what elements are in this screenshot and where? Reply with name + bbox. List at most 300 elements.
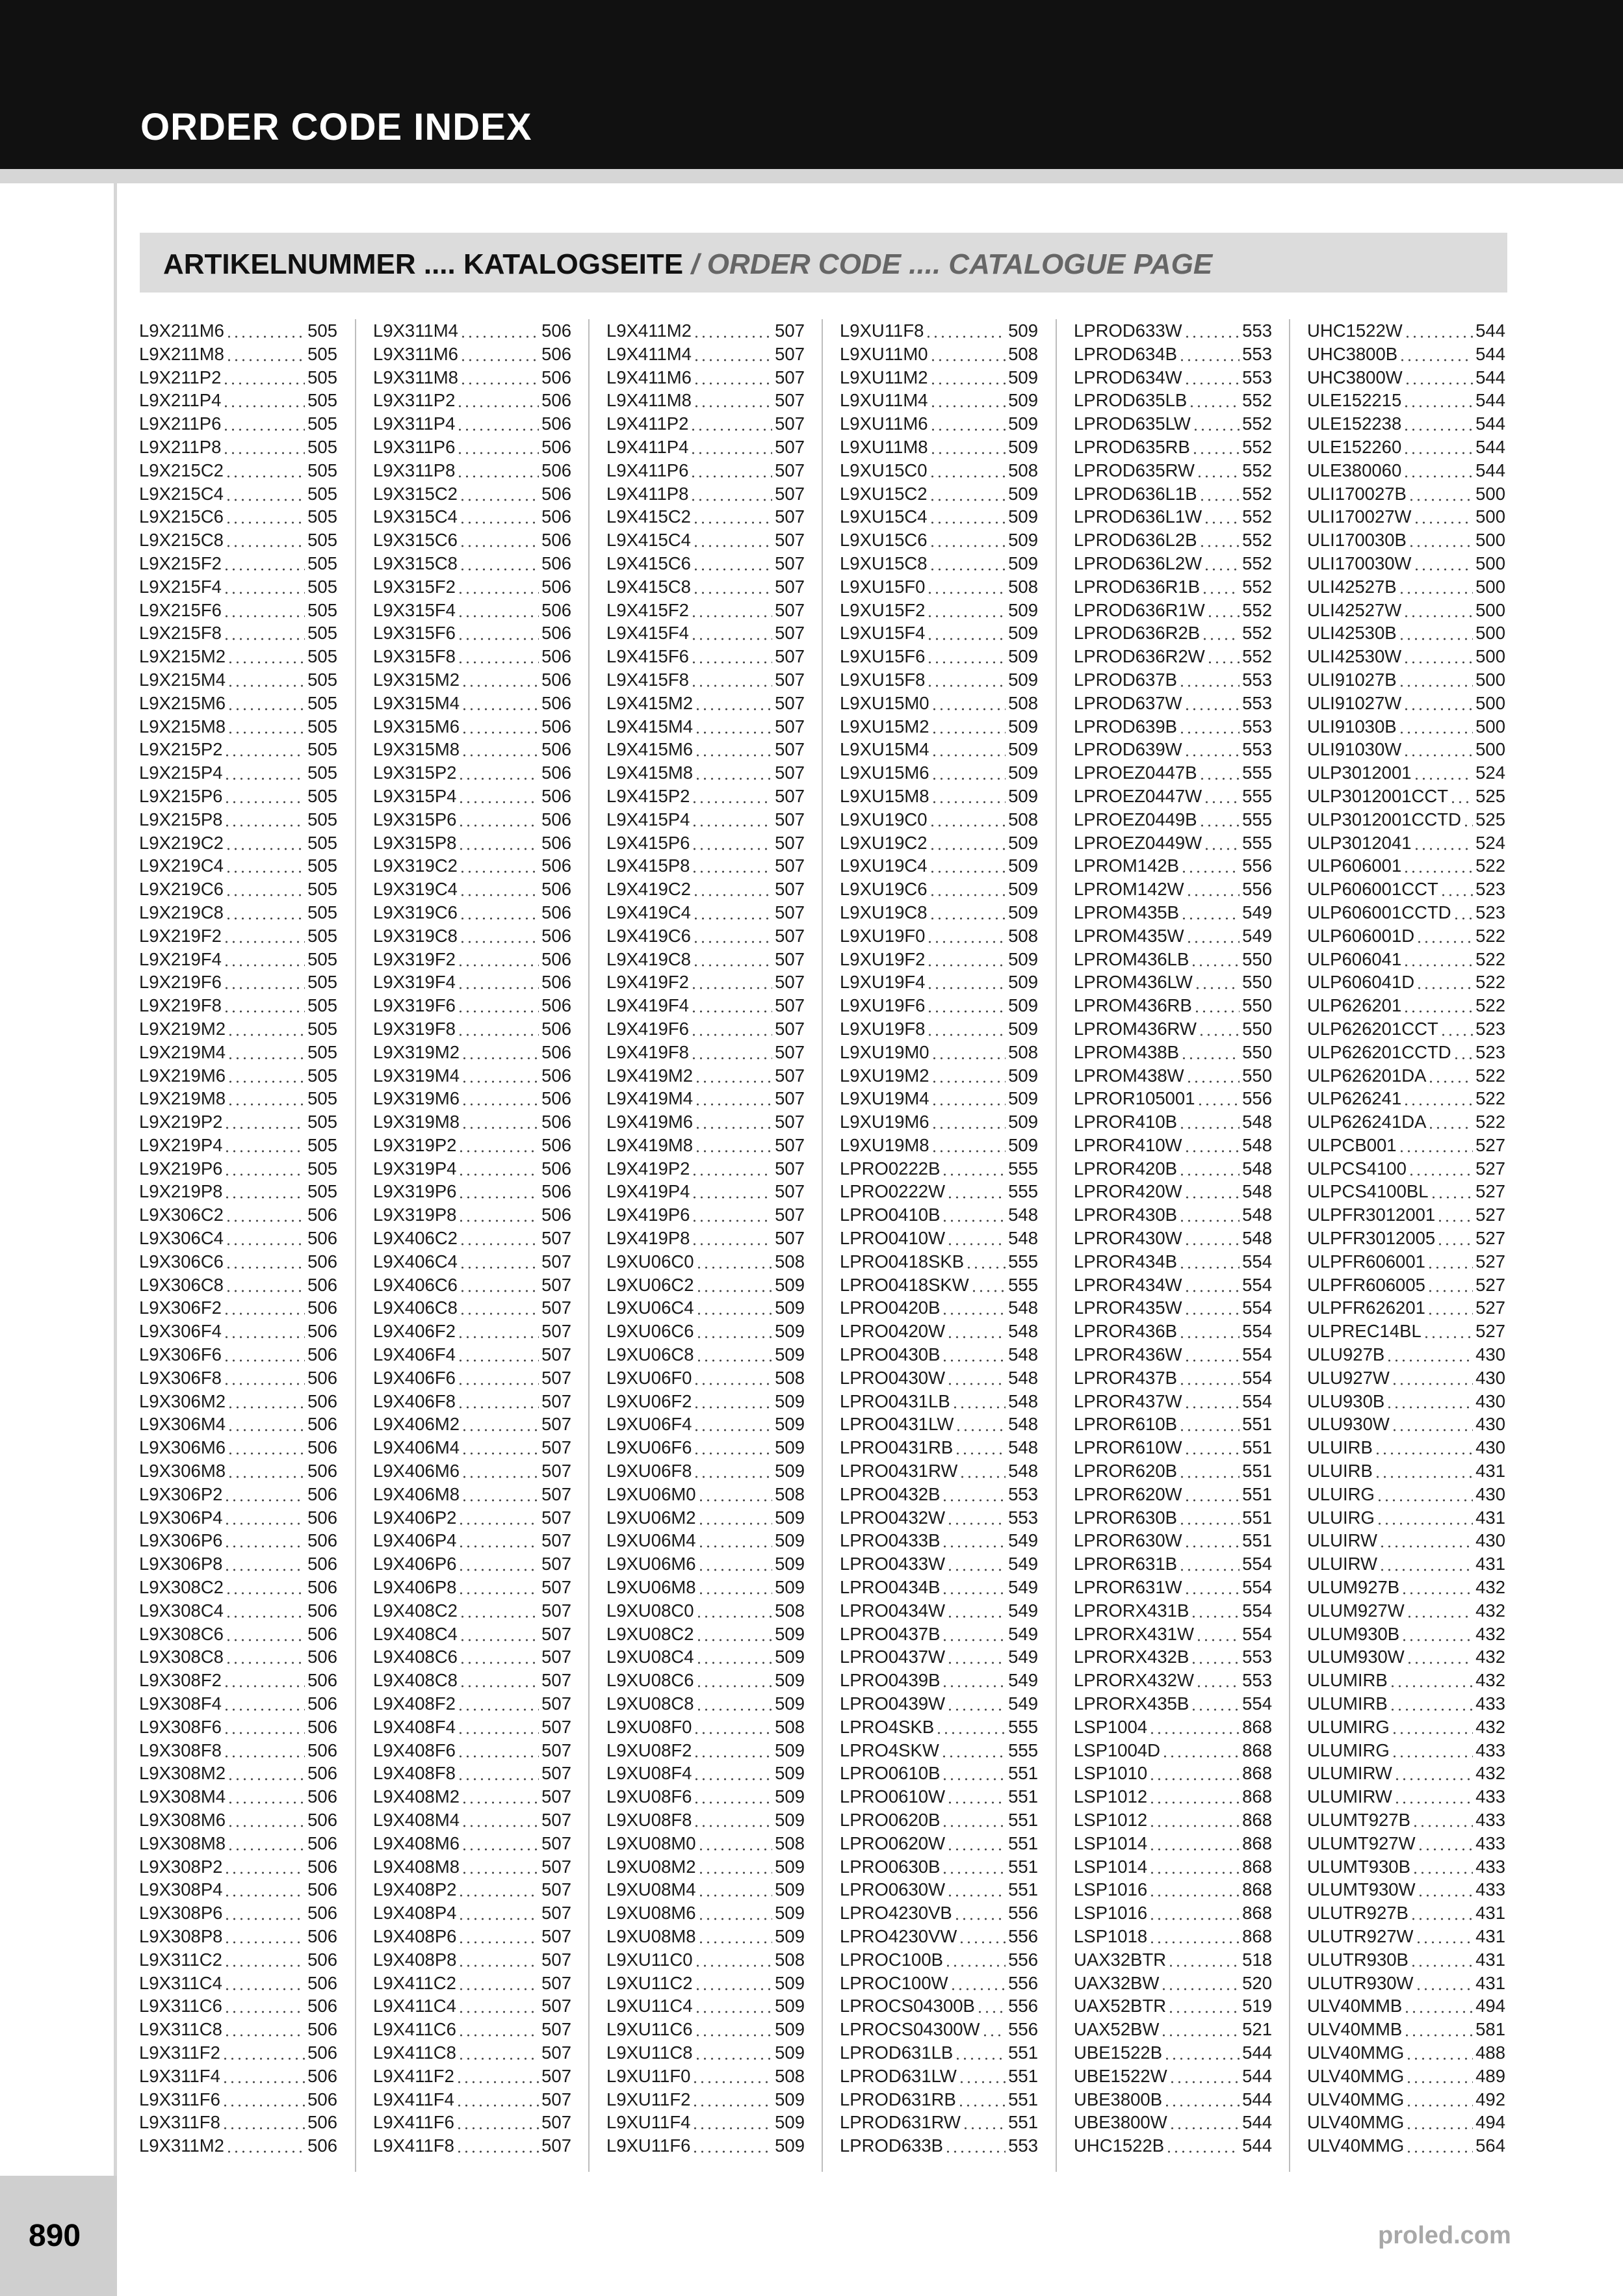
order-code: L9X215M6 [139,692,226,713]
order-code: L9X415P8 [606,855,690,876]
order-code: L9X408C8 [373,1670,458,1691]
dot-leader [1408,1157,1473,1181]
catalogue-page: 433 [1475,1693,1505,1714]
catalogue-page: 506 [307,2042,337,2063]
dot-leader [1417,1878,1474,1901]
catalogue-page: 507 [775,530,805,551]
dot-leader [929,808,1006,831]
index-entry [373,1506,571,1530]
catalogue-page: 506 [541,483,571,504]
catalogue-page: 500 [1475,530,1505,551]
order-code: L9X219M8 [139,1088,226,1109]
dot-leader [1163,2041,1240,2065]
dot-leader [693,1715,772,1739]
order-code: LPRO0620W [840,1833,946,1853]
dot-leader [1374,1459,1473,1483]
dot-leader [227,1436,305,1459]
order-code: ULP606041 [1307,948,1402,969]
index-entry [139,1366,337,1390]
dot-leader [1394,1762,1473,1785]
index-entry [840,599,1038,622]
catalogue-page: 506 [307,1321,337,1342]
catalogue-page: 507 [541,1740,571,1760]
index-entry [606,2134,805,2158]
catalogue-page: 521 [1242,2019,1272,2040]
order-code: L9X211P4 [139,390,222,411]
dot-leader [692,948,772,971]
catalogue-page: 505 [307,506,337,527]
catalogue-page: 509 [1008,413,1038,434]
dot-leader [1162,1739,1240,1762]
catalogue-page: 548 [1242,1228,1272,1249]
dot-leader [697,1925,773,1948]
dot-leader [1389,1669,1473,1692]
catalogue-page: 506 [307,1833,337,1853]
index-entry [840,1692,1038,1715]
dot-leader [223,971,305,994]
catalogue-page: 506 [541,763,571,783]
dot-leader [929,482,1006,506]
dot-leader [1427,1273,1473,1297]
index-entry [606,436,805,459]
order-code: L9X311P2 [373,390,456,411]
catalogue-page: 509 [775,1461,805,1481]
dot-leader [691,1227,772,1250]
catalogue-page: 488 [1475,2042,1505,2063]
index-entry [606,761,805,785]
order-code: L9X311F6 [139,2089,220,2109]
catalogue-page: 506 [541,413,571,434]
index-entry [373,692,571,715]
catalogue-page: 509 [1008,972,1038,993]
catalogue-page: 507 [775,692,805,713]
dot-leader [1184,1296,1240,1320]
order-code: L9X308F2 [139,1670,222,1691]
dot-leader [946,1692,1006,1715]
catalogue-page: 507 [541,1693,571,1714]
index-entry [373,1390,571,1413]
index-entry [1307,761,1505,785]
index-entry [606,1413,805,1436]
order-code: L9XU08F0 [606,1716,692,1737]
dot-leader [1184,1227,1240,1250]
order-code: LSP1014 [1074,1833,1148,1853]
dot-leader [954,2041,1006,2065]
catalogue-page: 507 [541,2112,571,2133]
index-column-6 [1307,319,1505,2158]
dot-leader [931,715,1006,738]
index-entry [840,1669,1038,1692]
index-entry [373,2041,571,2065]
catalogue-page: 505 [307,343,337,364]
catalogue-page: 509 [1008,436,1038,457]
index-entry [1074,1623,1272,1646]
order-code: L9XU19M6 [840,1112,929,1132]
catalogue-page: 430 [1475,1437,1505,1458]
order-code: L9X419P2 [606,1158,690,1179]
dot-leader [222,389,305,412]
index-entry [606,924,805,948]
order-code: L9X419M4 [606,1088,694,1109]
order-code: L9X215F8 [139,623,222,644]
dot-leader [693,1785,772,1808]
catalogue-page: 506 [307,1274,337,1295]
dot-leader [1149,1808,1240,1832]
catalogue-page: 430 [1475,1414,1505,1435]
dot-leader [1404,319,1473,343]
dot-leader [1178,1157,1240,1181]
catalogue-page: 556 [1008,1903,1038,1924]
index-entry [1307,2041,1505,2065]
dot-leader [981,2018,1006,2041]
catalogue-page: 507 [541,1414,571,1435]
dot-leader [458,1901,539,1925]
index-entry [840,1552,1038,1576]
dot-leader [1206,599,1240,622]
index-entry [840,1459,1038,1483]
catalogue-page: 549 [1008,1693,1038,1714]
order-code: L9XU15M4 [840,739,929,760]
catalogue-page: 489 [1475,2065,1505,2086]
dot-leader [697,1483,773,1506]
dot-leader [941,1762,1006,1785]
index-entry [139,1041,337,1064]
index-entry [606,645,805,668]
catalogue-page: 505 [307,599,337,620]
dot-leader [1386,1343,1473,1366]
order-code: L9X308C2 [139,1577,224,1598]
order-code: L9XU06C8 [606,1344,694,1365]
index-entry [139,1064,337,1088]
index-entry [606,1110,805,1134]
catalogue-page: 509 [1008,948,1038,969]
dot-leader [1197,1087,1240,1110]
dot-leader [1160,2018,1240,2041]
dot-leader [456,2134,539,2158]
catalogue-page: 506 [307,2019,337,2040]
catalogue-page: 506 [541,739,571,760]
catalogue-page: 548 [1008,1390,1038,1411]
dot-leader [227,1785,305,1808]
index-entry [1307,482,1505,506]
dot-leader [941,1343,1006,1366]
dot-leader [1436,1203,1473,1227]
order-code: LPROR437W [1074,1390,1182,1411]
index-entry [606,1739,805,1762]
order-code: L9XU08M0 [606,1833,696,1853]
order-code: ULI42527B [1307,576,1397,597]
catalogue-page: 520 [1242,1972,1272,1993]
catalogue-page: 505 [307,902,337,922]
order-code: L9X411C4 [373,1996,456,2016]
dot-leader [694,692,772,715]
order-code: L9X319M2 [373,1041,460,1062]
order-code: LPROR435W [1074,1298,1182,1318]
order-code: L9X308M6 [139,1810,226,1830]
index-entry [373,459,571,482]
catalogue-page: 507 [775,1134,805,1155]
dot-leader [225,1576,305,1599]
dot-leader [1149,1855,1240,1879]
catalogue-page: 506 [307,1367,337,1388]
order-code: L9X319P8 [373,1205,457,1225]
index-entry [840,1925,1038,1948]
catalogue-page: 549 [1242,925,1272,946]
index-entry [1074,1390,1272,1413]
dot-leader [224,1157,305,1181]
index-entry [840,1180,1038,1203]
index-entry [606,1273,805,1297]
dot-leader [691,1180,772,1203]
dot-leader [929,389,1006,412]
index-entry [1307,1994,1505,2018]
order-code: LPRO0433B [840,1530,941,1551]
catalogue-page: 500 [1475,692,1505,713]
index-entry [1307,1692,1505,1715]
catalogue-page: 507 [775,1228,805,1249]
order-code: L9XU15C6 [840,530,928,551]
order-code: LPROD636L1B [1074,483,1197,504]
catalogue-page: 507 [541,1298,571,1318]
order-code: L9X215P4 [139,763,223,783]
catalogue-page: 506 [541,646,571,667]
order-code: L9XU08M4 [606,1879,696,1900]
index-entry [840,1994,1038,2018]
catalogue-page: 509 [1008,739,1038,760]
heading-german: ARTIKELNUMMER .... KATALOGSEITE [163,248,684,280]
catalogue-page: 544 [1242,2042,1272,2063]
catalogue-page: 507 [775,739,805,760]
dot-leader [223,575,305,599]
dot-leader [1186,924,1240,948]
index-entry [373,1762,571,1785]
index-entry [373,1041,571,1064]
order-code: L9X411F6 [373,2112,454,2133]
index-entry [840,505,1038,528]
dot-leader [459,1273,539,1297]
catalogue-page: 509 [775,1298,805,1318]
index-entry [840,1623,1038,1646]
order-code: L9X211P2 [139,367,222,387]
index-entry [1074,1436,1272,1459]
catalogue-page: 506 [541,716,571,737]
index-entry [373,645,571,668]
catalogue-page: 548 [1008,1344,1038,1365]
page-number: 890 [29,2219,81,2253]
dot-leader [224,1972,305,1995]
index-entry [840,1087,1038,1110]
order-code: L9XU15M6 [840,763,929,783]
order-code: L9X415P4 [606,809,690,829]
catalogue-page: 555 [1008,1158,1038,1179]
order-code: L9X406P6 [373,1554,457,1574]
dot-leader [1374,1436,1473,1459]
index-entry [1074,854,1272,878]
order-code: L9X215C4 [139,483,224,504]
catalogue-page: 500 [1475,646,1505,667]
catalogue-page: 524 [1475,763,1505,783]
dot-leader [1165,2134,1240,2158]
dot-leader [1403,738,1473,761]
dot-leader [1178,1552,1240,1576]
index-entry [840,1064,1038,1088]
order-code: ULP3012001CCTD [1307,809,1461,829]
order-code: L9XU19M4 [840,1088,929,1109]
catalogue-page: 527 [1475,1158,1505,1179]
order-code: L9XU15F0 [840,576,926,597]
index-entry [606,1134,805,1157]
catalogue-page: 509 [1008,623,1038,644]
index-entry [840,459,1038,482]
catalogue-page: 500 [1475,553,1505,573]
dot-leader [1391,1413,1473,1436]
order-code: L9X408P6 [373,1925,457,1946]
catalogue-page: 506 [541,576,571,597]
catalogue-page: 507 [541,2089,571,2109]
index-entry [1307,1715,1505,1739]
index-entry [840,1948,1038,1972]
dot-leader [693,1459,772,1483]
catalogue-page: 508 [775,1949,805,1970]
page-title: ORDER CODE INDEX [140,106,532,148]
dot-leader [941,1296,1006,1320]
index-entry [139,505,337,528]
order-code: L9X319C8 [373,925,458,946]
order-code: L9X415M8 [606,763,694,783]
index-entry [1307,854,1505,878]
catalogue-page: 522 [1475,972,1505,993]
order-code: L9XU06C6 [606,1321,694,1342]
order-code: L9X219C6 [139,879,224,900]
index-entry [139,1552,337,1576]
catalogue-page: 523 [1475,1041,1505,1062]
order-code: L9X306F2 [139,1298,222,1318]
index-entry [1074,1855,1272,1879]
catalogue-page: 509 [775,1321,805,1342]
dot-leader [1195,1669,1240,1692]
catalogue-page: 506 [541,1088,571,1109]
catalogue-page: 551 [1242,1483,1272,1504]
dot-leader [695,1273,773,1297]
order-code: L9XU08M6 [606,1903,696,1924]
catalogue-page: 507 [775,413,805,434]
catalogue-page: 508 [1008,343,1038,364]
catalogue-page: 507 [541,1786,571,1807]
index-entry [373,1878,571,1901]
dot-leader [225,1227,305,1250]
order-code: UAX52BTR [1074,1996,1167,2016]
order-code: LPROR105001 [1074,1088,1195,1109]
index-entry [1307,1296,1505,1320]
dot-leader [225,1203,305,1227]
index-entry [840,621,1038,645]
order-code: LPROD633W [1074,320,1182,341]
order-code: L9XU06M6 [606,1554,696,1574]
catalogue-page: 509 [775,1274,805,1295]
index-entry [1074,1273,1272,1297]
dot-leader [929,901,1006,924]
index-entry [1307,1250,1505,1273]
dot-leader [227,645,305,668]
catalogue-page: 507 [775,669,805,690]
catalogue-page: 507 [775,343,805,364]
order-code: LPRO0432B [840,1483,941,1504]
index-entry [606,1832,805,1855]
order-code: L9X408F4 [373,1716,456,1737]
catalogue-page: 431 [1475,1554,1505,1574]
catalogue-page: 548 [1008,1414,1038,1435]
order-code: L9X406F8 [373,1390,456,1411]
catalogue-page: 509 [1008,763,1038,783]
order-code: L9X411F2 [373,2065,454,2086]
order-code: LPROD636R1B [1074,576,1201,597]
catalogue-page: 506 [541,390,571,411]
index-entry [840,1366,1038,1390]
dot-leader [1403,412,1473,436]
dot-leader [926,575,1006,599]
index-entry [373,1087,571,1110]
order-code: LPROC100B [840,1949,943,1970]
order-code: L9XU11M0 [840,343,928,364]
dot-leader [461,1483,539,1506]
catalogue-page: 553 [1242,367,1272,387]
order-code: ULUTR927B [1307,1903,1409,1924]
catalogue-page: 548 [1008,1205,1038,1225]
catalogue-page: 552 [1242,553,1272,573]
dot-leader [954,1901,1006,1925]
order-code: L9XU06M4 [606,1530,696,1551]
catalogue-page: 507 [775,716,805,737]
dot-leader [695,1296,773,1320]
index-entry [840,1343,1038,1366]
dot-leader [929,343,1006,366]
index-entry [1074,575,1272,599]
catalogue-page: 550 [1242,1065,1272,1086]
dot-leader [224,761,305,785]
order-code: L9XU19C6 [840,879,928,900]
catalogue-page: 509 [775,1810,805,1830]
order-code: L9XU15M2 [840,716,929,737]
dot-leader [1408,528,1473,552]
dot-leader [691,854,772,878]
order-code: L9X415F8 [606,669,689,690]
index-entry [373,1180,571,1203]
catalogue-page: 555 [1242,785,1272,806]
dot-leader [1417,1832,1474,1855]
order-code: L9X308M2 [139,1763,226,1784]
index-entry [373,1715,571,1739]
index-entry [1307,1017,1505,1041]
dot-leader [1413,831,1474,855]
catalogue-page: 551 [1008,2112,1038,2133]
index-entry [373,1576,571,1599]
order-code: LPROR420B [1074,1158,1177,1179]
order-code: ULUMT927B [1307,1810,1410,1830]
dot-leader [1453,1041,1473,1064]
dot-leader [954,1436,1006,1459]
order-code: L9XU11M2 [840,367,928,387]
index-entry [1307,901,1505,924]
column-divider [1289,319,1290,2172]
catalogue-page: 494 [1475,2112,1505,2133]
order-code: L9XU11F6 [606,2135,691,2156]
index-entry [840,366,1038,389]
order-code: LPROD635LB [1074,390,1188,411]
catalogue-page: 430 [1475,1390,1505,1411]
order-code: LPROCS04300B [840,1996,975,2016]
dot-leader [1405,2041,1473,2065]
index-entry [1074,994,1272,1017]
